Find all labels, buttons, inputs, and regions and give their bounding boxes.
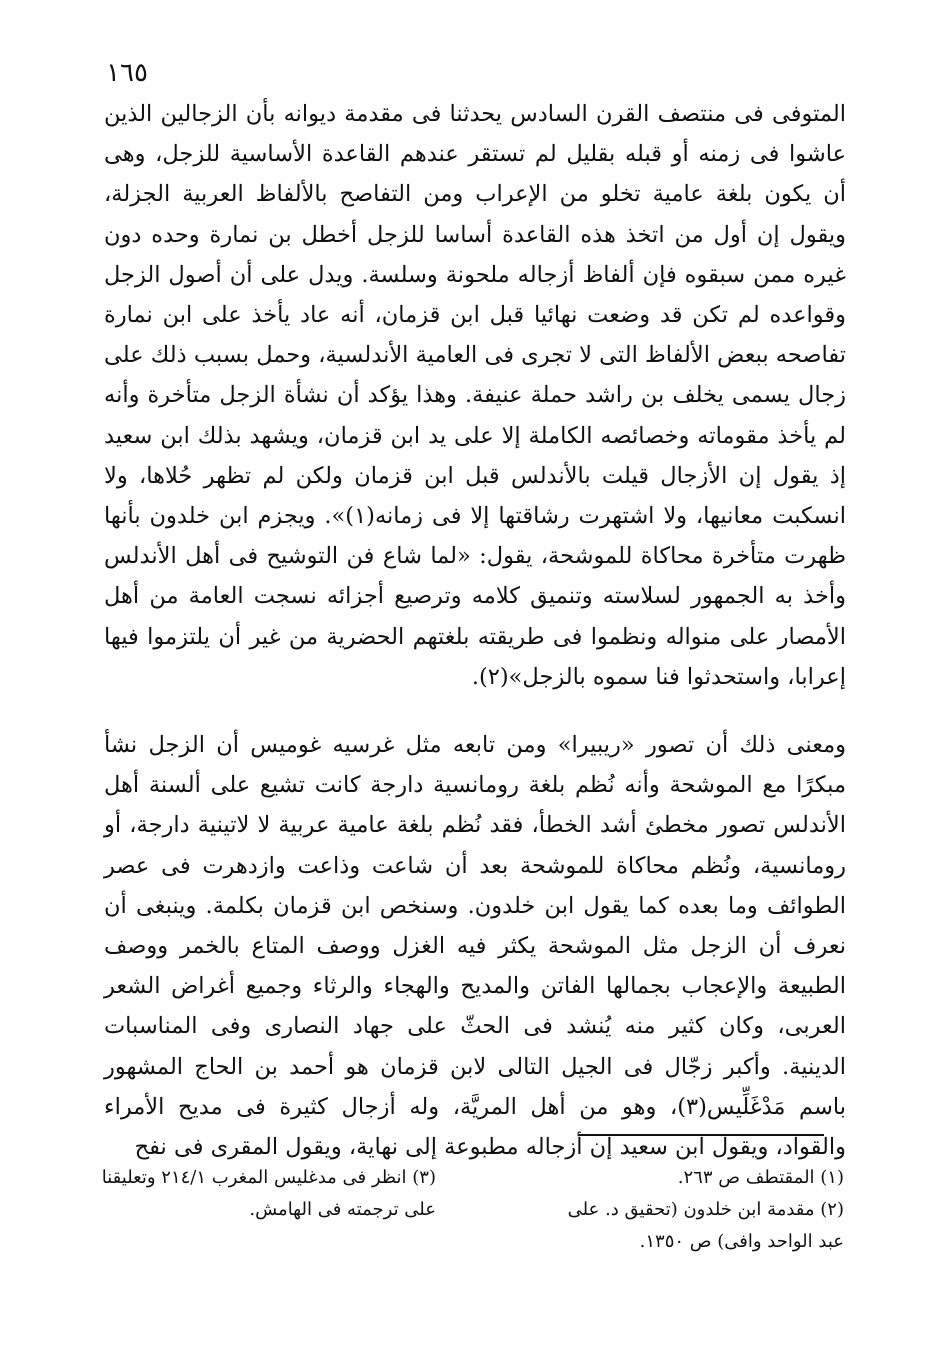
footnote-2: (٢) مقدمة ابن خلدون (تحقيق د. على [567,1199,844,1220]
footnote-1: (١) المقتطف ص ٢٦٣. [677,1167,844,1188]
paragraph-1: المتوفى فى منتصف القرن السادس يحدثنا فى مقدمة ديوانه بأن الزجالين الذين عاشوا فى زمنه أو قبله بقليل لم تستقر عندهم القاعدة الأساسية للزجل، وهى أن يكون بلغة عامية تخلو من الإعراب ومن التفاصح بالألفاظ العربية الجزلة، ويقول إن أول من اتخذ هذه القاعدة أساسا للزجل أخطل بن نمارة وحده دون غيره ممن سبقوه فإن ألفاظ أزجاله ملحونة وسلسة. ويدل على أن أصول الزجل وقواعده لم تكن قد وضعت نهائيا قبل ابن قزمان، أنه عاد يأخذ على ابن نمارة تفاصحه ببعض الألفاظ التى لا تجرى فى العامية الأندلسية، وحمل بسبب ذلك على زجال يسمى يخلف بن راشد حملة عنيفة. وهذا يؤكد أن نشأة الزجل متأخرة وأنه لم يأخذ مقوماته وخصائصه الكاملة إلا على يد ابن قزمان، ويشهد بذلك ابن سعيد إذ يقول إن الأزجال قيلت بالأندلس قبل ابن قزمان ولكن لم تظهر حُلاها، ولا انسكبت معانيها، ولا اشتهرت رشاقتها إلا فى زمانه(١)». ويجزم ابن خلدون بأنها ظهرت متأخرة محاكاة للموشحة، يقول: «لما شاع فن التوشيح فى أهل الأندلس وأخذ به الجمهور لسلاسته وتنميق كلامه وترصيع أجزائه نسجت العامة من أهل الأمصار على منواله ونظموا فى طريقته بلغتهم الحضرية من غير أن يلتزموا فيها إعرابا، واستحدثوا فنا سموه بالزجل»(٢). [104,101,846,690]
paragraph-2: ومعنى ذلك أن تصور «ريبيرا» ومن تابعه مثل غرسيه غوميس أن الزجل نشأ مبكرًا مع الموشحة وأنه نُظم بلغة رومانسية دارجة كانت تشيع على ألسنة أهل الأندلس تصور مخطئ أشد الخطأ، فقد نُظم بلغة عامية عربية لا لاتينية دارجة، أو رومانسية، ونُظم محاكاة للموشحة بعد أن شاعت وذاعت وازدهرت فى عصر الطوائف وما بعده كما يقول ابن خلدون. وسنخص ابن قزمان بكلمة. وينبغى أن نعرف أن الزجل مثل الموشحة يكثر فيه الغزل ووصف المتاع بالخمر ووصف الطبيعة والإعجاب بجمالها الفاتن والمديح والهجاء والرثاء وجميع أغراض الشعر العربى، وكان كثير منه يُنشد فى الحثّ على جهاد النصارى وفى المناسبات الدينية. وأكبر زجّال فى الجيل التالى لابن قزمان هو أحمد بن الحاج المشهور باسم مَدْغَلِّيس(٣)، وهو من أهل المريَّة، وله أزجال كثيرة فى مديح الأمراء والقواد، ويقول ابن سعيد إن أزجاله مطبوعة إلى نهاية، ويقول المقرى فى نفح [104,732,846,1161]
footnote-2-continuation: عبد الواحد وافى) ص ١٣٥٠. [639,1231,844,1252]
footnote-3-continuation: على ترجمته فى الهامش. [249,1199,436,1220]
footnote-3: (٣) انظر فى مدغليس المغرب ٢١٤/١ وتعليقنا [101,1167,436,1188]
footnote-separator [578,1134,824,1136]
page-number: ١٦٥ [106,58,148,88]
main-text [104,94,846,1167]
